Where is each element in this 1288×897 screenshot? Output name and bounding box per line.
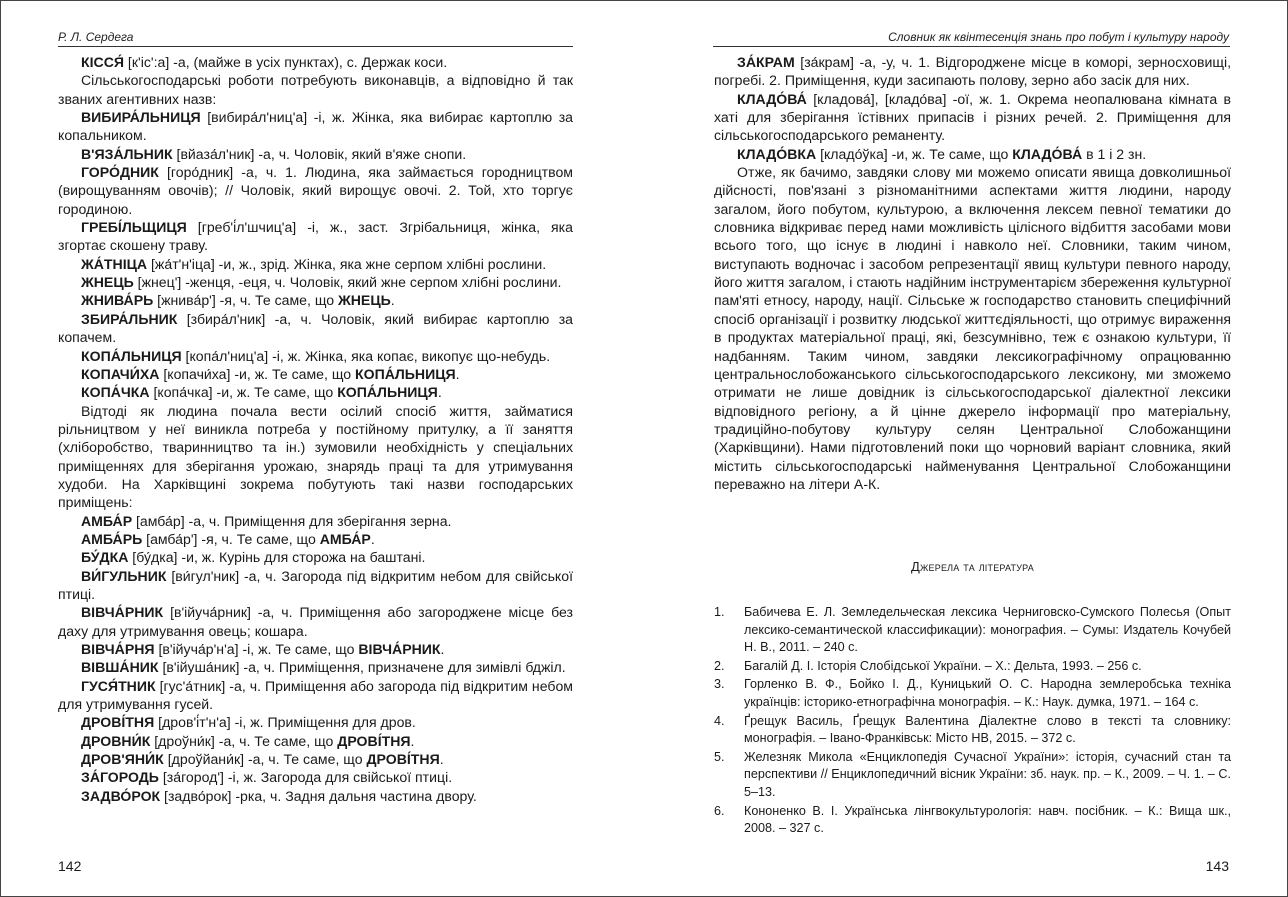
- paragraph: [714, 53, 1231, 90]
- entry-text: [гус'а́тник] -а, ч. Приміщення або загорода під відкритим небом для утримування гусей.: [58, 677, 573, 713]
- headword: ЗА́ГОРОДЬ: [81, 769, 159, 786]
- entry-text: .: [410, 732, 415, 749]
- entry-text: [амба́р] -а, ч. Приміщення для зберігання зерна.: [132, 512, 452, 529]
- headword: ЗА́КРАМ: [737, 54, 795, 70]
- entry-text: [жа́т'н'іца] -и, ж., зрід. Жінка, яка жне серпом хлібні рослини.: [147, 255, 547, 272]
- reference-number: 5.: [714, 749, 725, 764]
- paragraph: [58, 291, 573, 309]
- paragraph: [58, 603, 573, 640]
- reference-text: Бабичева Е. Л. Земледельческая лексика Черниговско-Сумского Полесья (Опыт лексико-семантической классификации): монография. – Сумы: Издатель Кочубей Н. В., 2011. – 240 с.: [744, 605, 1231, 655]
- entry-text: .: [370, 530, 375, 547]
- headword: ВІВША́НИК: [81, 659, 159, 676]
- entry-text: [амба́р'] -я, ч. Те саме, що: [142, 530, 320, 547]
- reference-text: Багалій Д. І. Історія Слобідської України. – Х.: Дельта, 1993. – 256 с.: [744, 658, 1142, 673]
- paragraph: [58, 273, 573, 291]
- paragraph: [58, 365, 573, 383]
- entry-text: [жнец'] -женця, -еця, ч. Чоловік, який жне серпом хлібні рослини.: [133, 274, 562, 291]
- entry-text: [за́крам] -а, -у, ч. 1. Відгороджене місце в коморі, зерносховищі, погребі. 2. Приміщення, куди засипають полову, зерно або засік для них.: [714, 54, 1231, 89]
- entry-text: [задво́рок] -рка, ч. Задня дальня частина двору.: [160, 787, 477, 804]
- entry-text: .: [440, 641, 445, 657]
- headword: ВИ́ГУЛЬНИК: [81, 567, 167, 584]
- references-heading: Джерела та література: [911, 559, 1034, 574]
- entry-text: [кладо́ўка] -и, ж. Те саме, що: [816, 145, 1013, 162]
- running-head-title: Словник як квінтесенція знань про побут і культуру народу: [888, 30, 1229, 44]
- entry-text: [за́город'] -і, ж. Загорода для свійської птиці.: [158, 769, 453, 786]
- entry-text: [в'ійуча́рник] -а, ч. Приміщення або загороджене місце без даху для утримування овець; кошара.: [58, 604, 573, 639]
- entry-text: [горо́дник] -а, ч. 1. Людина, яка займається городництвом (вирощуванням овочів); // Чоловік, який вирощує овочі. 2. Той, хто торгує городиною.: [58, 164, 573, 217]
- entry-text: [к'іс':а] -а, (майже в усіх пунктах), с. Держак коси.: [124, 54, 448, 70]
- paragraph: [58, 163, 573, 218]
- headword: КОПА́ЛЬНИЦЯ: [337, 384, 438, 401]
- references-list: [714, 604, 1231, 839]
- headword: АМБА́Р: [319, 530, 371, 547]
- paragraph: [58, 732, 573, 750]
- headword: В'ЯЗА́ЛЬНИК: [81, 145, 173, 162]
- page-number: 143: [1205, 858, 1229, 874]
- headword: АМБА́Р: [81, 512, 133, 529]
- paragraph: [58, 548, 573, 566]
- right-page-body: [714, 53, 1231, 493]
- paragraph: [58, 768, 573, 786]
- running-head-author: Р. Л. Сердега: [58, 30, 134, 44]
- reference-item: [714, 803, 1231, 838]
- headword: ЗБИРА́ЛЬНИК: [81, 310, 178, 327]
- headword: БУ́ДКА: [81, 549, 129, 566]
- headword: ЖНЕЦЬ: [338, 292, 391, 309]
- entry-text: [дроўни́к] -а, ч. Те саме, що: [150, 732, 338, 749]
- reference-number: 1.: [714, 605, 725, 619]
- headword: КЛАДО́ВА́: [1012, 145, 1083, 162]
- entry-text: [вибира́л'ниц'а] -і, ж. Жінка, яка вибирає картоплю за копальником.: [58, 109, 573, 144]
- paragraph: [58, 218, 573, 255]
- headword: ДРОВ'ЯНИ́К: [81, 751, 164, 768]
- reference-item: [714, 749, 1231, 802]
- reference-text: Горленко В. Ф., Бойко І. Д., Куницький О. С. Народна землеробська техніка українців: історико-етнографічна монографія. – К.: Наук. думка, 1971. – 164 с.: [744, 677, 1231, 709]
- reference-number: 2.: [714, 658, 725, 673]
- reference-number: 4.: [714, 713, 725, 728]
- reference-item: [714, 658, 1231, 676]
- headword: ЖНЕЦЬ: [81, 274, 134, 291]
- headword: КЛАДО́ВА́: [737, 90, 807, 107]
- entry-text: Сільськогосподарські роботи потребують виконавців, а відповідно й так званих агентивних назв:: [58, 72, 573, 107]
- paragraph: [58, 310, 573, 347]
- headword: ВІВЧА́РНИК: [358, 641, 441, 657]
- entry-text: [копа́л'ниц'а] -і, ж. Жінка, яка копає, викопує що-небудь.: [181, 347, 551, 364]
- headword: ВІВЧА́РНИК: [81, 604, 164, 621]
- reference-text: Кононенко В. І. Українська лінгвокультурологія: навч. посібник. – К.: Вища шк., 2008. – 327 с.: [744, 803, 1231, 836]
- left-page: [1, 1, 644, 896]
- paragraph: [714, 163, 1231, 493]
- entry-text: [дроўйани́к] -а, ч. Те саме, що: [163, 751, 367, 768]
- paragraph: [58, 530, 573, 548]
- page-number: 142: [58, 858, 82, 874]
- headword: КОПАЧИ́ХА: [81, 365, 160, 382]
- entry-text: [збира́л'ник] -а, ч. Чоловік, який вибирає картоплю за копачем.: [58, 310, 573, 346]
- headword: ДРОВІ́ТНЯ: [81, 714, 155, 731]
- reference-item: [714, 713, 1231, 748]
- paragraph: [58, 53, 573, 71]
- entry-text: [жнива́р'] -я, ч. Те саме, що: [153, 292, 339, 309]
- paragraph: [58, 677, 573, 714]
- headword: ГОРО́ДНИК: [81, 164, 159, 181]
- entry-text: [кладова́], [кладо́ва] -ої, ж. 1. Окрема неопалювана кімната в хаті для зберігання їстівних припасів і різних речей. 2. Приміщення для сільськогосподарського реманенту.: [714, 90, 1231, 144]
- entry-text: [ви́гул'ник] -а, ч. Загорода під відкритим небом для свійської птиці.: [58, 567, 573, 602]
- entry-text: Відтоді як людина почала вести осілий спосіб життя, займатися рільництвом у неї виникла потреба у постійному притулку, а її заняття (хліборобство, тваринництво та ін.) зумовили необхідність у спеціальних приміщеннях для зберігання урожаю, знарядь праці та для утримування худоби. На Харківщині зокрема побутують такі назви господарських приміщень:: [58, 402, 573, 511]
- paragraph: [58, 512, 573, 530]
- reference-text: Железняк Микола «Енциклопедія Сучасної України»: історія, сучасний стан та перспективи // Енциклопедичний вісник України: зб. наук. пр. – К., 2009. – Ч. 1. – С. 5–13.: [744, 749, 1231, 799]
- headword: ВИБИРА́ЛЬНИЦЯ: [81, 109, 201, 126]
- headword: ГУСЯ́ТНИК: [81, 677, 156, 694]
- entry-text: [вйаза́л'ник] -а, ч. Чоловік, який в'яже снопи.: [172, 145, 467, 162]
- header-rule: [58, 46, 573, 47]
- paragraph: [58, 787, 573, 805]
- entry-text: .: [455, 365, 460, 382]
- entry-text: .: [437, 384, 442, 401]
- headword: КЛАДО́ВКА: [737, 145, 817, 162]
- entry-text: [в'ійуша́ник] -а, ч. Приміщення, призначене для зимівлі бджіл.: [158, 659, 566, 676]
- paragraph: [58, 383, 573, 401]
- paragraph: [58, 145, 573, 163]
- headword: АМБА́РЬ: [81, 530, 143, 547]
- reference-number: 6.: [714, 803, 725, 818]
- header-rule: [713, 46, 1230, 47]
- paragraph: [714, 145, 1231, 163]
- headword: ДРОВІ́ТНЯ: [366, 751, 440, 768]
- entry-text: Отже, як бачимо, завдяки слову ми можемо описати явища довколишньої дійсності, пов'язані з різноманітними аспектами життя людини, народу загалом, його побутом, культурою, а включення лексем певної тематики до словника відкриває перед нами можливість цілісного відбиття засобами мови всього того, що існує в людині і навколо неї. Словники, таким чином, виступають водночас і засобом репрезентації явищ культури певного народу, його життя загалом, і стають надійним інструментарієм збереження культурної пам'яті етносу, народу, нації. Сільське ж господарство становить специфічний спосіб організації і розвитку людської життєдіяльності, що отримує вираження в продуктах матеріальної праці, які, безсумнівно, теж є ознакою культури, її надбанням. Таким чином, завдяки лексикографічному опрацюванню центральнослобожанського сільськогосподарського лексикону, ми зможемо отримати не лише довідник із сільськогосподарської діалектної лексики відповідного регіону, а й цінне джерело інформації про матеріальну, традиційно-побутову культуру селян Центральної Слобожанщини (Харківщини). Нами підготовлений поки що чорновий варіант словника, який містить сільськогосподарські найменування Центральної Слобожанщини переважно на літери А-К.: [714, 164, 1231, 492]
- entry-text: [копачи́ха] -и, ж. Те саме, що: [159, 365, 356, 382]
- paragraph: [58, 108, 573, 145]
- entry-text: [греб'і́л'шчиц'а] -і, ж., заст. Згрібальниця, жінка, яка згортає скошену траву.: [58, 219, 573, 254]
- reference-item: [714, 676, 1231, 711]
- headword: КОПА́ЛЬНИЦЯ: [355, 365, 456, 382]
- paragraph: [58, 658, 573, 676]
- paragraph: [714, 90, 1231, 145]
- paragraph: [58, 713, 573, 731]
- entry-text: [бу́дка] -и, ж. Курінь для сторожа на баштані.: [128, 549, 426, 566]
- entry-text: [в'ійуча́р'н'а] -і, ж. Те саме, що: [154, 641, 359, 657]
- paragraph: [58, 402, 573, 512]
- paragraph: [58, 71, 573, 108]
- headword: ЖА́ТНІЦА: [81, 255, 148, 272]
- headword: ВІВЧА́РНЯ: [81, 641, 155, 657]
- headword: ЗАДВО́РОК: [81, 787, 161, 804]
- paragraph: [58, 640, 573, 658]
- reference-number: 3.: [714, 677, 725, 692]
- paragraph: [58, 255, 573, 273]
- reference-text: Ґрещук Василь, Ґрещук Валентина Діалектне слово в тексті та словнику: монографія. – Івано-Франківськ: Місто НВ, 2015. – 372 с.: [744, 713, 1231, 746]
- entry-text: в 1 і 2 зн.: [1082, 145, 1147, 162]
- headword: ДРОВІ́ТНЯ: [337, 732, 411, 749]
- headword: КОПА́ЧКА: [81, 384, 150, 401]
- left-page-body: [58, 53, 573, 805]
- headword: ГРЕБІ́ЛЬЩИЦЯ: [81, 219, 187, 236]
- paragraph: [58, 567, 573, 604]
- entry-text: [копа́чка] -и, ж. Те саме, що: [149, 384, 338, 401]
- headword: КОПА́ЛЬНИЦЯ: [81, 347, 182, 364]
- reference-item: [714, 604, 1231, 657]
- entry-text: [дров'і́т'н'а] -і, ж. Приміщення для дров.: [154, 714, 416, 731]
- headword: ДРОВНИ́К: [81, 732, 151, 749]
- headword: КІССЯ́: [81, 54, 125, 70]
- headword: ЖНИВА́РЬ: [81, 292, 154, 309]
- paragraph: [58, 750, 573, 768]
- right-page: [644, 1, 1287, 896]
- paragraph: [58, 347, 573, 365]
- entry-text: .: [390, 292, 395, 309]
- entry-text: .: [439, 751, 444, 768]
